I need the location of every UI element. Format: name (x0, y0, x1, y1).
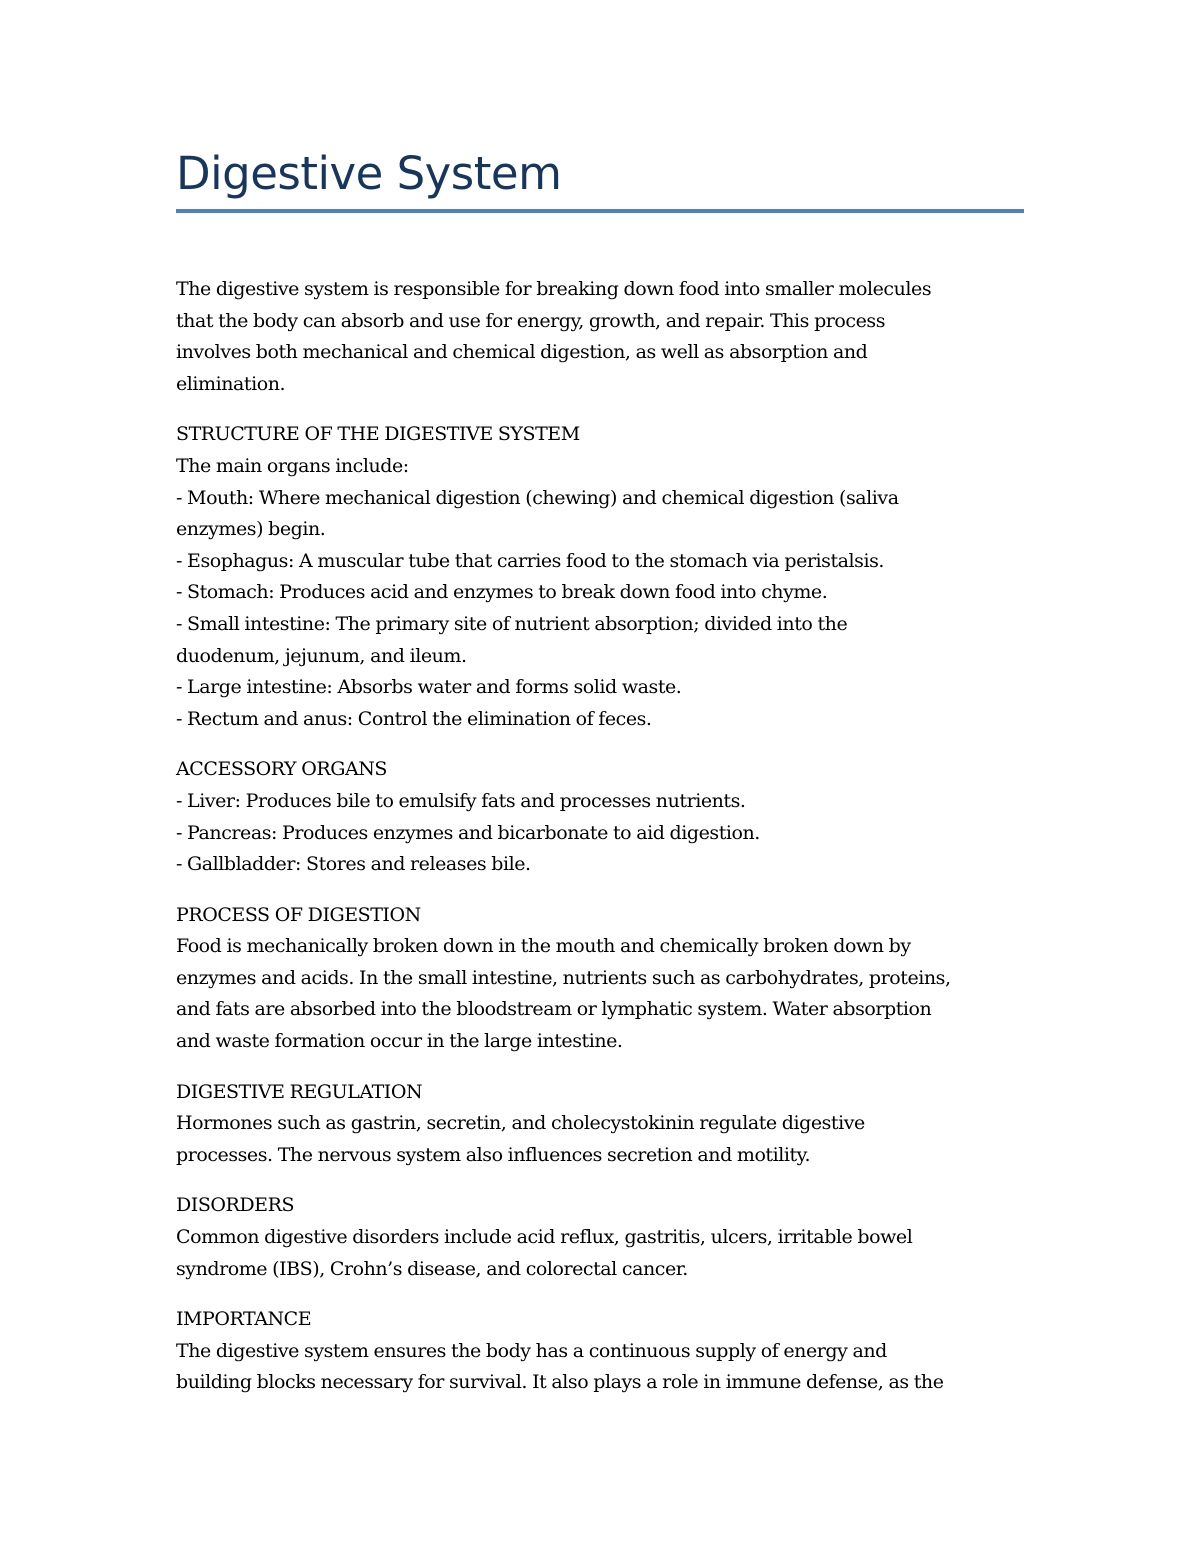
section-heading: ACCESSORY ORGANS (176, 758, 387, 781)
section-heading: DISORDERS (176, 1194, 295, 1217)
text-line: Hormones such as gastrin, secretin, and cholecystokinin regulate digestive (176, 1112, 865, 1135)
text-line: and waste formation occur in the large intestine. (176, 1030, 623, 1053)
intro-paragraph (176, 274, 1056, 400)
text-line: syndrome (IBS), Crohn’s disease, and colorectal cancer. (176, 1257, 688, 1280)
text-line: The digestive system is responsible for breaking down food into smaller molecules (176, 278, 932, 300)
section-heading: DIGESTIVE REGULATION (176, 1080, 423, 1103)
list-item: - Pancreas: Produces enzymes and bicarbonate to aid digestion. (176, 821, 760, 844)
disorders-section (176, 1190, 1056, 1285)
title-underline (176, 209, 1024, 213)
text-line: duodenum, jejunum, and ileum. (176, 644, 467, 667)
text-line: Common digestive disorders include acid reflux, gastritis, ulcers, irritable bowel (176, 1226, 913, 1249)
text-line: The main organs include: (176, 454, 409, 477)
process-section (176, 900, 1056, 1058)
importance-section (176, 1304, 1056, 1399)
text-line: enzymes and acids. In the small intestine, nutrients such as carbohydrates, proteins, (176, 966, 951, 989)
section-heading: STRUCTURE OF THE DIGESTIVE SYSTEM (176, 423, 580, 446)
list-item: - Large intestine: Absorbs water and forms solid waste. (176, 676, 682, 699)
section-heading: PROCESS OF DIGESTION (176, 903, 421, 926)
text-line: and fats are absorbed into the bloodstream or lymphatic system. Water absorption (176, 998, 932, 1021)
text-line: The digestive system ensures the body has a continuous supply of energy and (176, 1339, 887, 1362)
document-body (176, 274, 1056, 1418)
section-heading: IMPORTANCE (176, 1308, 312, 1331)
text-line: involves both mechanical and chemical digestion, as well as absorption and (176, 341, 868, 364)
document-title: Digestive System (176, 147, 562, 200)
regulation-section (176, 1077, 1056, 1172)
text-line: processes. The nervous system also influences secretion and motility. (176, 1143, 811, 1166)
list-item: - Esophagus: A muscular tube that carries food to the stomach via peristalsis. (176, 549, 884, 572)
text-line: building blocks necessary for survival. It also plays a role in immune defense, as the (176, 1371, 944, 1394)
list-item: - Small intestine: The primary site of nutrient absorption; divided into the (176, 612, 848, 635)
list-item: - Stomach: Produces acid and enzymes to break down food into chyme. (176, 581, 828, 604)
list-item: - Rectum and anus: Control the elimination of feces. (176, 707, 652, 730)
structure-section (176, 419, 1056, 735)
text-line: that the body can absorb and use for energy, growth, and repair. This process (176, 309, 885, 332)
list-item: - Gallbladder: Stores and releases bile. (176, 853, 531, 876)
text-line: enzymes) begin. (176, 518, 326, 541)
text-line: elimination. (176, 372, 286, 395)
list-item: - Mouth: Where mechanical digestion (chewing) and chemical digestion (saliva (176, 486, 899, 509)
text-line: Food is mechanically broken down in the mouth and chemically broken down by (176, 935, 911, 958)
accessory-section (176, 754, 1056, 880)
list-item: - Liver: Produces bile to emulsify fats and processes nutrients. (176, 789, 746, 812)
